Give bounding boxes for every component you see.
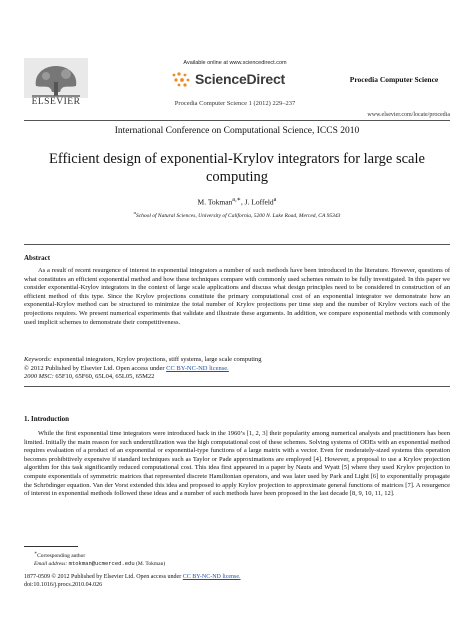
available-online: Available online at www.sciencedirect.com (183, 60, 287, 66)
footnote (34, 549, 434, 569)
abstract-body: As a result of recent resurgence of interest in exponential integrators a number of such methods have been introduced in the literature. However, questions of what constitutes an efficient exponential method and how these techniques compare with commonly used schemes remain to be fully investigated. In this paper we consider exponential-Krylov integrators in the context of large scale applications and discuss what design principles need to be considered in construction of an efficient method of this type. Since the Krylov projections constitute the primary computational cost of an exponential integrator we demonstrate how an exponential-Krylov method can be structured to minimize the total number of Krylov projections per time step and the number of Krylov vectors each of the projections requires. We present numerical experiments that validate and illustrate these arguments. In addition, we compare exponential methods with commonly used implicit schemes to demonstrate their competitiveness. (24, 267, 450, 326)
footnote-email (34, 560, 434, 569)
conference-name: International Conference on Computational Science, ICCS 2010 (114, 126, 360, 136)
affiliation-mark: a (133, 210, 136, 215)
paper-title: Efficient design of exponential-Krylov integrators for large scale computing (49, 151, 425, 185)
issn-block (24, 573, 450, 589)
keywords-label: Keywords: (24, 356, 52, 363)
copyright-line (24, 365, 450, 374)
abstract-top-rule (24, 244, 450, 245)
license-link[interactable]: CC BY-NC-ND license. (166, 364, 229, 372)
msc-codes: 65F10, 65F60, 65L04, 65L05, 65M22 (55, 373, 155, 381)
author-affil-mark: a (273, 196, 277, 203)
sciencedirect-logo (165, 68, 325, 90)
issn-text: 1877-0509 © 2012 Published by Elsevier Ltd. Open access under (24, 574, 182, 580)
journal-reference: Procedia Computer Science 1 (2012) 229–237 (174, 100, 296, 107)
issn-license-link[interactable]: CC BY-NC-ND license. (182, 574, 241, 580)
section-heading: 1. Introduction (24, 415, 69, 423)
journal-name: Procedia Computer Science (349, 75, 439, 84)
platform-name: ScienceDirect (195, 71, 286, 87)
footnote-mark: ∗ (34, 550, 38, 555)
keywords-line (24, 356, 450, 365)
msc-label: 2000 MSC: (24, 373, 54, 381)
footnote-corresponding-text: Corresponding author (37, 552, 86, 559)
author-affil-mark: a,∗ (232, 196, 241, 203)
affiliation (24, 210, 450, 219)
abstract-bottom-rule (24, 386, 450, 387)
sciencedirect-mark-icon (171, 71, 193, 89)
issn-line (24, 573, 450, 581)
msc-line (24, 373, 450, 382)
doi[interactable]: doi:10.1016/j.procs.2010.04.026 (24, 582, 103, 588)
keywords-text: exponential integrators, Krylov projections, stiff systems, large scale computing (53, 356, 262, 363)
section-body: While the first exponential time integrators were introduced back in the 1960’s [1, 2, 3] their popularity among numerical analysts and practitioners has been limited. Initially the main reason for such underutilization was the high computational cost of these schemes. Solving systems of ODEs with an exponential method requires evaluation of a product of an exponential or exponential-type functions of a large matrix with a vector. Even for moderately-sized systems this operation becomes prohibitively expensive if standard techniques such as Taylor or Pade approximations are employed [4]. However, a proposal to use a Krylov projection algorithm for this task significantly reduced computational cost. This idea first appeared in a paper by Nauts and Wyatt [5] where they used Krylov projection to compute exponentials of symmetric matrices that represented discrete Hamiltonian operators, and was later used by Park and Light [6] to exponentially propagate the Schrödinger equation. Van der Vorst extended this idea and proposed to apply Krylov projection to approximate general functions of matrices [7]. A resurgence of interest in exponential methods followed these ideas and a number of such methods have been proposed in the last decade [8, 9, 10, 11, 12]. (24, 430, 450, 498)
footnote-rule (24, 546, 78, 547)
publisher-name: ELSEVIER (31, 97, 81, 107)
author-name: J. Loffeld (244, 197, 274, 207)
journal-url[interactable]: www.elsevier.com/locate/procedia (367, 112, 450, 118)
footnote-corresponding (34, 549, 434, 560)
abstract-heading: Abstract (24, 254, 51, 262)
author-separator: , (240, 197, 245, 207)
affiliation-text: School of Natural Sciences, University of California, 5200 N. Lake Road, Merced, CA 95343 (135, 212, 341, 219)
author-name: M. Tokman (197, 197, 233, 207)
author-list (24, 196, 450, 207)
keywords-block (24, 356, 450, 382)
copyright-text: © 2012 Published by Elsevier Ltd. Open access under (24, 364, 165, 372)
email-address[interactable]: mtokman@ucmerced.edu (68, 560, 135, 568)
header-rule (24, 120, 450, 121)
email-label: Email address: (34, 561, 68, 568)
email-owner: (M. Tokman) (136, 561, 166, 568)
